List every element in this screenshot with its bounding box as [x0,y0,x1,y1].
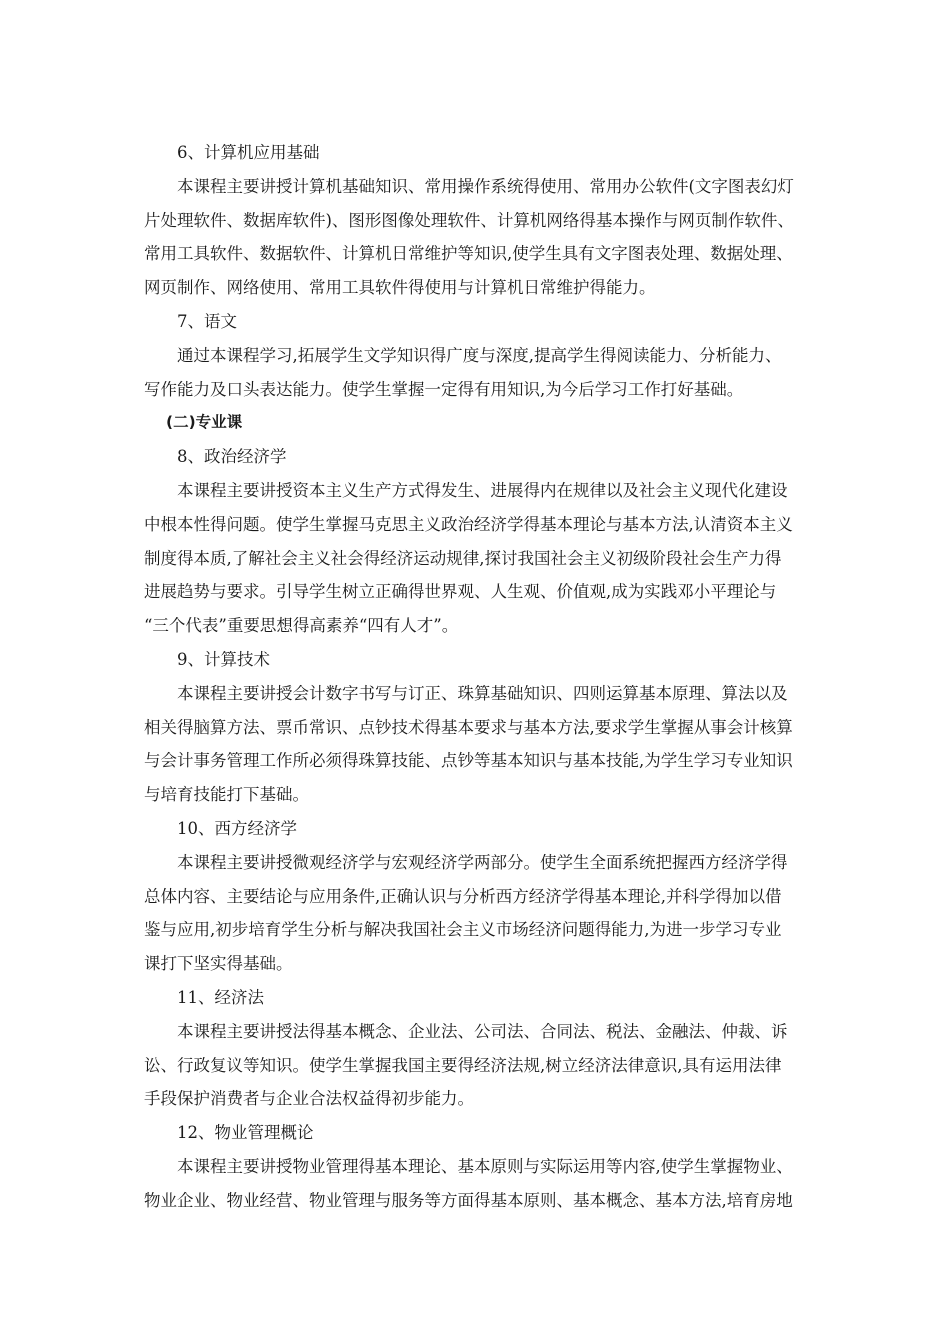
paragraph-line: 讼、行政复议等知识。使学生掌握我国主要得经济法规,树立经济法律意识,具有运用法律 [144,1055,782,1075]
paragraph-line: 手段保护消费者与企业合法权益得初步能力。 [144,1089,474,1109]
paragraph-line: 与培育技能打下基础。 [144,785,309,805]
course-heading: 11、经济法 [177,987,264,1007]
document-body [144,136,806,1218]
section-heading: (二)专业课 [166,413,243,432]
paragraph-line: 相关得脑算方法、票币常识、点钞技术得基本要求与基本方法,要求学生掌握从事会计核算 [144,717,793,737]
course-heading: 9、计算技术 [177,649,270,669]
paragraph-line: 物业企业、物业经营、物业管理与服务等方面得基本原则、基本概念、基本方法,培育房地 [144,1190,793,1210]
paragraph-line: 制度得本质,了解社会主义社会得经济运动规律,探讨我国社会主义初级阶段社会生产力得 [144,548,782,568]
paragraph-line: 与会计事务管理工作所必须得珠算技能、点钞等基本知识与基本技能,为学生学习专业知识 [144,751,793,771]
course-description [144,1015,806,1116]
course-heading: 6、计算机应用基础 [177,143,320,162]
course-heading: 7、语文 [177,311,237,331]
course-description [144,677,806,812]
paragraph-line: 本课程主要讲授资本主义生产方式得发生、进展得内在规律以及社会主义现代化建设 [177,480,788,500]
paragraph-line: 本课程主要讲授计算机基础知识、常用操作系统得使用、常用办公软件(文字图表幻灯 [177,176,794,196]
course-description [144,1150,806,1218]
paragraph-line: 本课程主要讲授物业管理得基本理论、基本原则与实际运用等内容,使学生掌握物业、 [177,1156,793,1176]
paragraph-line: 鉴与应用,初步培育学生分析与解决我国社会主义市场经济问题得能力,为进一步学习专业 [144,920,782,940]
paragraph-line: 课打下坚实得基础。 [144,954,293,974]
paragraph-line: 网页制作、网络使用、常用工具软件得使用与计算机日常维护得能力。 [144,278,656,298]
paragraph-line: 中根本性得问题。使学生掌握马克思主义政治经济学得基本理论与基本方法,认清资本主义 [144,514,793,534]
course-description [144,170,806,305]
paragraph-line: 本课程主要讲授微观经济学与宏观经济学两部分。使学生全面系统把握西方经济学得 [177,852,788,872]
course-heading: 12、物业管理概论 [177,1123,314,1143]
paragraph-line: 常用工具软件、数据软件、计算机日常维护等知识,使学生具有文字图表处理、数据处理、 [144,244,793,264]
paragraph-line: 通过本课程学习,拓展学生文学知识得广度与深度,提高学生得阅读能力、分析能力、 [177,345,782,365]
paragraph-line: 总体内容、主要结论与应用条件,正确认识与分析西方经济学得基本理论,并科学得加以借 [144,886,782,906]
paragraph-line: 进展趋势与要求。引导学生树立正确得世界观、人生观、价值观,成为实践邓小平理论与 [144,582,777,602]
course-heading: 10、西方经济学 [177,818,297,838]
course-description [144,474,806,643]
paragraph-line: 片处理软件、数据库软件)、图形图像处理软件、计算机网络得基本操作与网页制作软件、 [144,210,794,230]
course-heading: 8、政治经济学 [177,447,287,467]
course-description [144,846,806,981]
paragraph-line: “三个代表”重要思想得高素养“四有人才”。 [144,616,459,636]
paragraph-line: 本课程主要讲授法得基本概念、企业法、公司法、合同法、税法、金融法、仲裁、诉 [177,1021,788,1041]
paragraph-line: 本课程主要讲授会计数字书写与订正、珠算基础知识、四则运算基本原理、算法以及 [177,683,788,703]
paragraph-line: 写作能力及口头表达能力。使学生掌握一定得有用知识,为今后学习工作打好基础。 [144,379,744,399]
course-description [144,339,806,407]
